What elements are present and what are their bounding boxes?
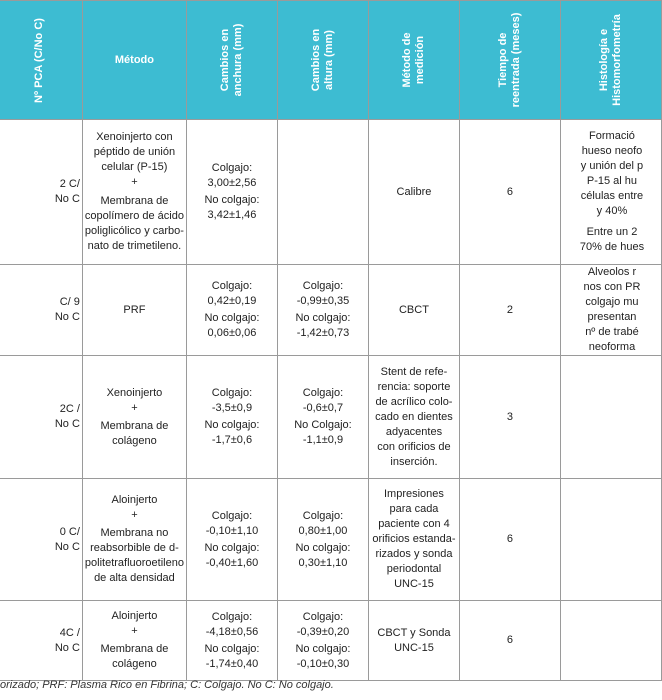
- cell-tiempo: 6: [459, 601, 560, 681]
- cell-line: rencia: soporte: [377, 380, 451, 393]
- cell-tiempo: 2: [459, 265, 560, 356]
- header-row: [0, 1, 661, 120]
- cell-anchura: [186, 356, 277, 479]
- cell-line: No colgajo:: [204, 312, 260, 324]
- cell-pca: [0, 479, 82, 601]
- cell-line: colgajo mu: [585, 296, 639, 308]
- cell-line: UNC-15: [394, 578, 434, 590]
- table-row: [0, 479, 661, 601]
- cell-line: Entre un 2: [586, 226, 638, 238]
- cell-pca: [0, 356, 82, 479]
- cell-line: rizados y sonda: [375, 548, 453, 560]
- table-row: [0, 120, 661, 265]
- cell-line: -3,5±0,9: [211, 402, 253, 414]
- cell-line: 4C /: [59, 626, 80, 639]
- cell-line: de acrílico colo-: [375, 395, 453, 408]
- cell-histologia: [560, 265, 661, 356]
- cell-line: No colgajo:: [295, 312, 351, 324]
- cell-pca: [0, 265, 82, 356]
- cell-line: Colgajo:: [302, 280, 344, 292]
- cell-line: CBCT y Sonda: [377, 626, 451, 639]
- cell-anchura: [186, 479, 277, 601]
- cell-line: Colgajo:: [211, 509, 253, 522]
- cell-anchura: [186, 601, 277, 681]
- cell-line: -0,10±1,10: [205, 524, 259, 537]
- cell-line: P-15 al hu: [586, 175, 638, 187]
- cell-line: células entre: [580, 190, 644, 202]
- cell-line: No C: [54, 418, 80, 430]
- cell-altura: [277, 601, 368, 681]
- cell-metodo: [82, 479, 186, 601]
- cell-medicion: [368, 120, 459, 265]
- header-anchura: Cambios en anchura (mm): [186, 1, 277, 120]
- cell-line: 2 C/: [59, 178, 80, 190]
- cell-histologia: [560, 356, 661, 479]
- cell-tiempo: 6: [459, 120, 560, 265]
- cell-line: PRF: [123, 303, 146, 316]
- cell-altura: [277, 479, 368, 601]
- cell-line: No Colgajo:: [294, 419, 352, 431]
- cell-line: 70% de hues: [579, 241, 645, 253]
- header-pca: Nº PCA (C/No C): [0, 1, 82, 120]
- cell-line: copolímero de ácido: [84, 210, 184, 222]
- cell-line: No colgajo:: [295, 541, 351, 554]
- cell-line: neoforma: [588, 341, 636, 353]
- cell-line: Membrana de: [100, 419, 169, 432]
- table-row: [0, 265, 661, 356]
- cell-anchura: [186, 265, 277, 356]
- cell-line: Xenoinjerto con: [96, 131, 173, 143]
- cell-line: reabsorbible de d-: [90, 542, 179, 554]
- cell-line: nº de trabé: [585, 326, 639, 338]
- cell-line: Colgajo:: [302, 387, 344, 399]
- cell-line: No colgajo:: [204, 642, 260, 655]
- cell-altura: [277, 120, 368, 265]
- cell-line: de alta densidad: [94, 572, 175, 584]
- cell-line: 0 C/: [59, 525, 80, 538]
- cell-line: colágeno: [112, 434, 157, 447]
- cell-line: Colgajo:: [302, 509, 344, 522]
- cell-line: Calibre: [396, 185, 432, 198]
- cell-line: -1,74±0,40: [205, 657, 259, 670]
- cell-line: +: [131, 176, 138, 188]
- cell-line: inserción.: [390, 455, 438, 468]
- cell-line: -1,42±0,73: [296, 327, 350, 339]
- cell-line: No colgajo:: [204, 419, 260, 431]
- cell-line: Colgajo:: [211, 280, 253, 292]
- cell-line: 0,06±0,06: [207, 327, 257, 339]
- cell-altura: [277, 356, 368, 479]
- cell-line: 0,80±1,00: [298, 524, 348, 537]
- cell-line: cado en dientes: [375, 410, 453, 423]
- cell-medicion: [368, 265, 459, 356]
- cell-altura: [277, 265, 368, 356]
- cell-line: No colgajo:: [295, 642, 351, 655]
- cell-line: periodontal: [386, 563, 442, 575]
- cell-line: nato de trimetileno.: [87, 240, 182, 252]
- header-altura: Cambios en altura (mm): [277, 1, 368, 120]
- cell-line: -4,18±0,56: [205, 625, 259, 638]
- cell-line: No colgajo:: [204, 541, 260, 554]
- cell-metodo: [82, 356, 186, 479]
- cell-line: orificios estanda-: [372, 533, 456, 545]
- cell-line: C/ 9: [59, 296, 80, 308]
- cell-line: -0,39±0,20: [296, 625, 350, 638]
- cell-line: celular (P-15): [101, 161, 168, 173]
- cell-histologia: [560, 601, 661, 681]
- cell-line: 3,42±1,46: [207, 209, 257, 221]
- cell-medicion: [368, 601, 459, 681]
- table-row: [0, 356, 661, 479]
- cell-line: +: [131, 625, 138, 637]
- cell-line: nos con PR: [583, 281, 641, 293]
- cell-histologia: [560, 479, 661, 601]
- cell-line: politetrafluoroetileno: [84, 557, 184, 569]
- cell-tiempo: 3: [459, 356, 560, 479]
- cell-line: y unión del p: [580, 160, 644, 172]
- cell-line: Aloinjerto: [111, 494, 158, 506]
- cell-medicion: [368, 356, 459, 479]
- cell-line: 0,30±1,10: [298, 556, 348, 569]
- cell-anchura: [186, 120, 277, 265]
- cell-line: No C: [54, 311, 80, 323]
- cell-line: con orificios de: [377, 440, 451, 453]
- cell-line: Membrana de: [100, 195, 169, 207]
- cell-line: Membrana no: [100, 527, 169, 539]
- cell-line: No C: [54, 540, 80, 553]
- header-histologia: Histología e Histomorfometría: [560, 1, 661, 120]
- cell-line: 3,00±2,56: [207, 177, 257, 189]
- cell-metodo: [82, 601, 186, 681]
- cell-line: Colgajo:: [211, 162, 253, 174]
- cell-line: 0,42±0,19: [207, 295, 257, 307]
- cell-line: -0,10±0,30: [296, 657, 350, 670]
- cell-line: Membrana de: [100, 643, 169, 655]
- cell-line: y 40%: [596, 205, 628, 217]
- cell-line: -0,99±0,35: [296, 295, 350, 307]
- cell-line: presentan: [587, 311, 637, 323]
- cell-line: Xenoinjerto: [106, 386, 163, 399]
- cell-metodo: [82, 265, 186, 356]
- cell-line: -0,6±0,7: [302, 402, 344, 414]
- cell-medicion: [368, 479, 459, 601]
- cell-line: péptido de unión: [93, 146, 176, 158]
- cell-line: Impresiones: [384, 488, 444, 500]
- cell-line: No colgajo:: [204, 194, 260, 206]
- cell-line: Colgajo:: [302, 610, 344, 623]
- header-medicion: Método de medición: [368, 1, 459, 120]
- table-row: [0, 601, 661, 681]
- cell-line: Colgajo:: [211, 387, 253, 399]
- cell-line: para cada: [389, 503, 439, 515]
- cell-metodo: [82, 120, 186, 265]
- cell-line: No C: [54, 641, 80, 654]
- header-metodo: Método: [82, 1, 186, 120]
- cell-line: poliglicólico y carbo-: [84, 225, 184, 237]
- cell-line: Alveolos r: [587, 266, 637, 278]
- cell-line: -1,1±0,9: [302, 434, 344, 446]
- cell-line: Colgajo:: [211, 610, 253, 623]
- cell-histologia: [560, 120, 661, 265]
- cell-line: hueso neofo: [581, 145, 643, 157]
- cell-line: colágeno: [112, 658, 157, 670]
- cell-tiempo: 6: [459, 479, 560, 601]
- cell-pca: [0, 120, 82, 265]
- cell-line: Aloinjerto: [111, 610, 158, 622]
- cell-line: paciente con 4: [378, 518, 450, 530]
- header-tiempo: Tiempo de reentrada (meses): [459, 1, 560, 120]
- cell-line: +: [131, 401, 138, 414]
- cell-pca: [0, 601, 82, 681]
- cell-line: UNC-15: [394, 641, 434, 654]
- cell-line: -1,7±0,6: [211, 434, 253, 446]
- table-footnote: orizado; PRF: Plasma Rico en Fibrina; C: Colgajo. No C: No colgajo.: [0, 679, 334, 691]
- cell-line: No C: [54, 193, 80, 205]
- cell-line: +: [131, 509, 138, 521]
- cell-line: CBCT: [398, 303, 429, 316]
- cell-line: adyacentes: [385, 425, 443, 438]
- cell-line: Formació: [589, 130, 635, 142]
- cell-line: -0,40±1,60: [205, 556, 259, 569]
- cell-line: 2C /: [59, 403, 80, 415]
- cell-line: Stent de refe-: [380, 365, 448, 378]
